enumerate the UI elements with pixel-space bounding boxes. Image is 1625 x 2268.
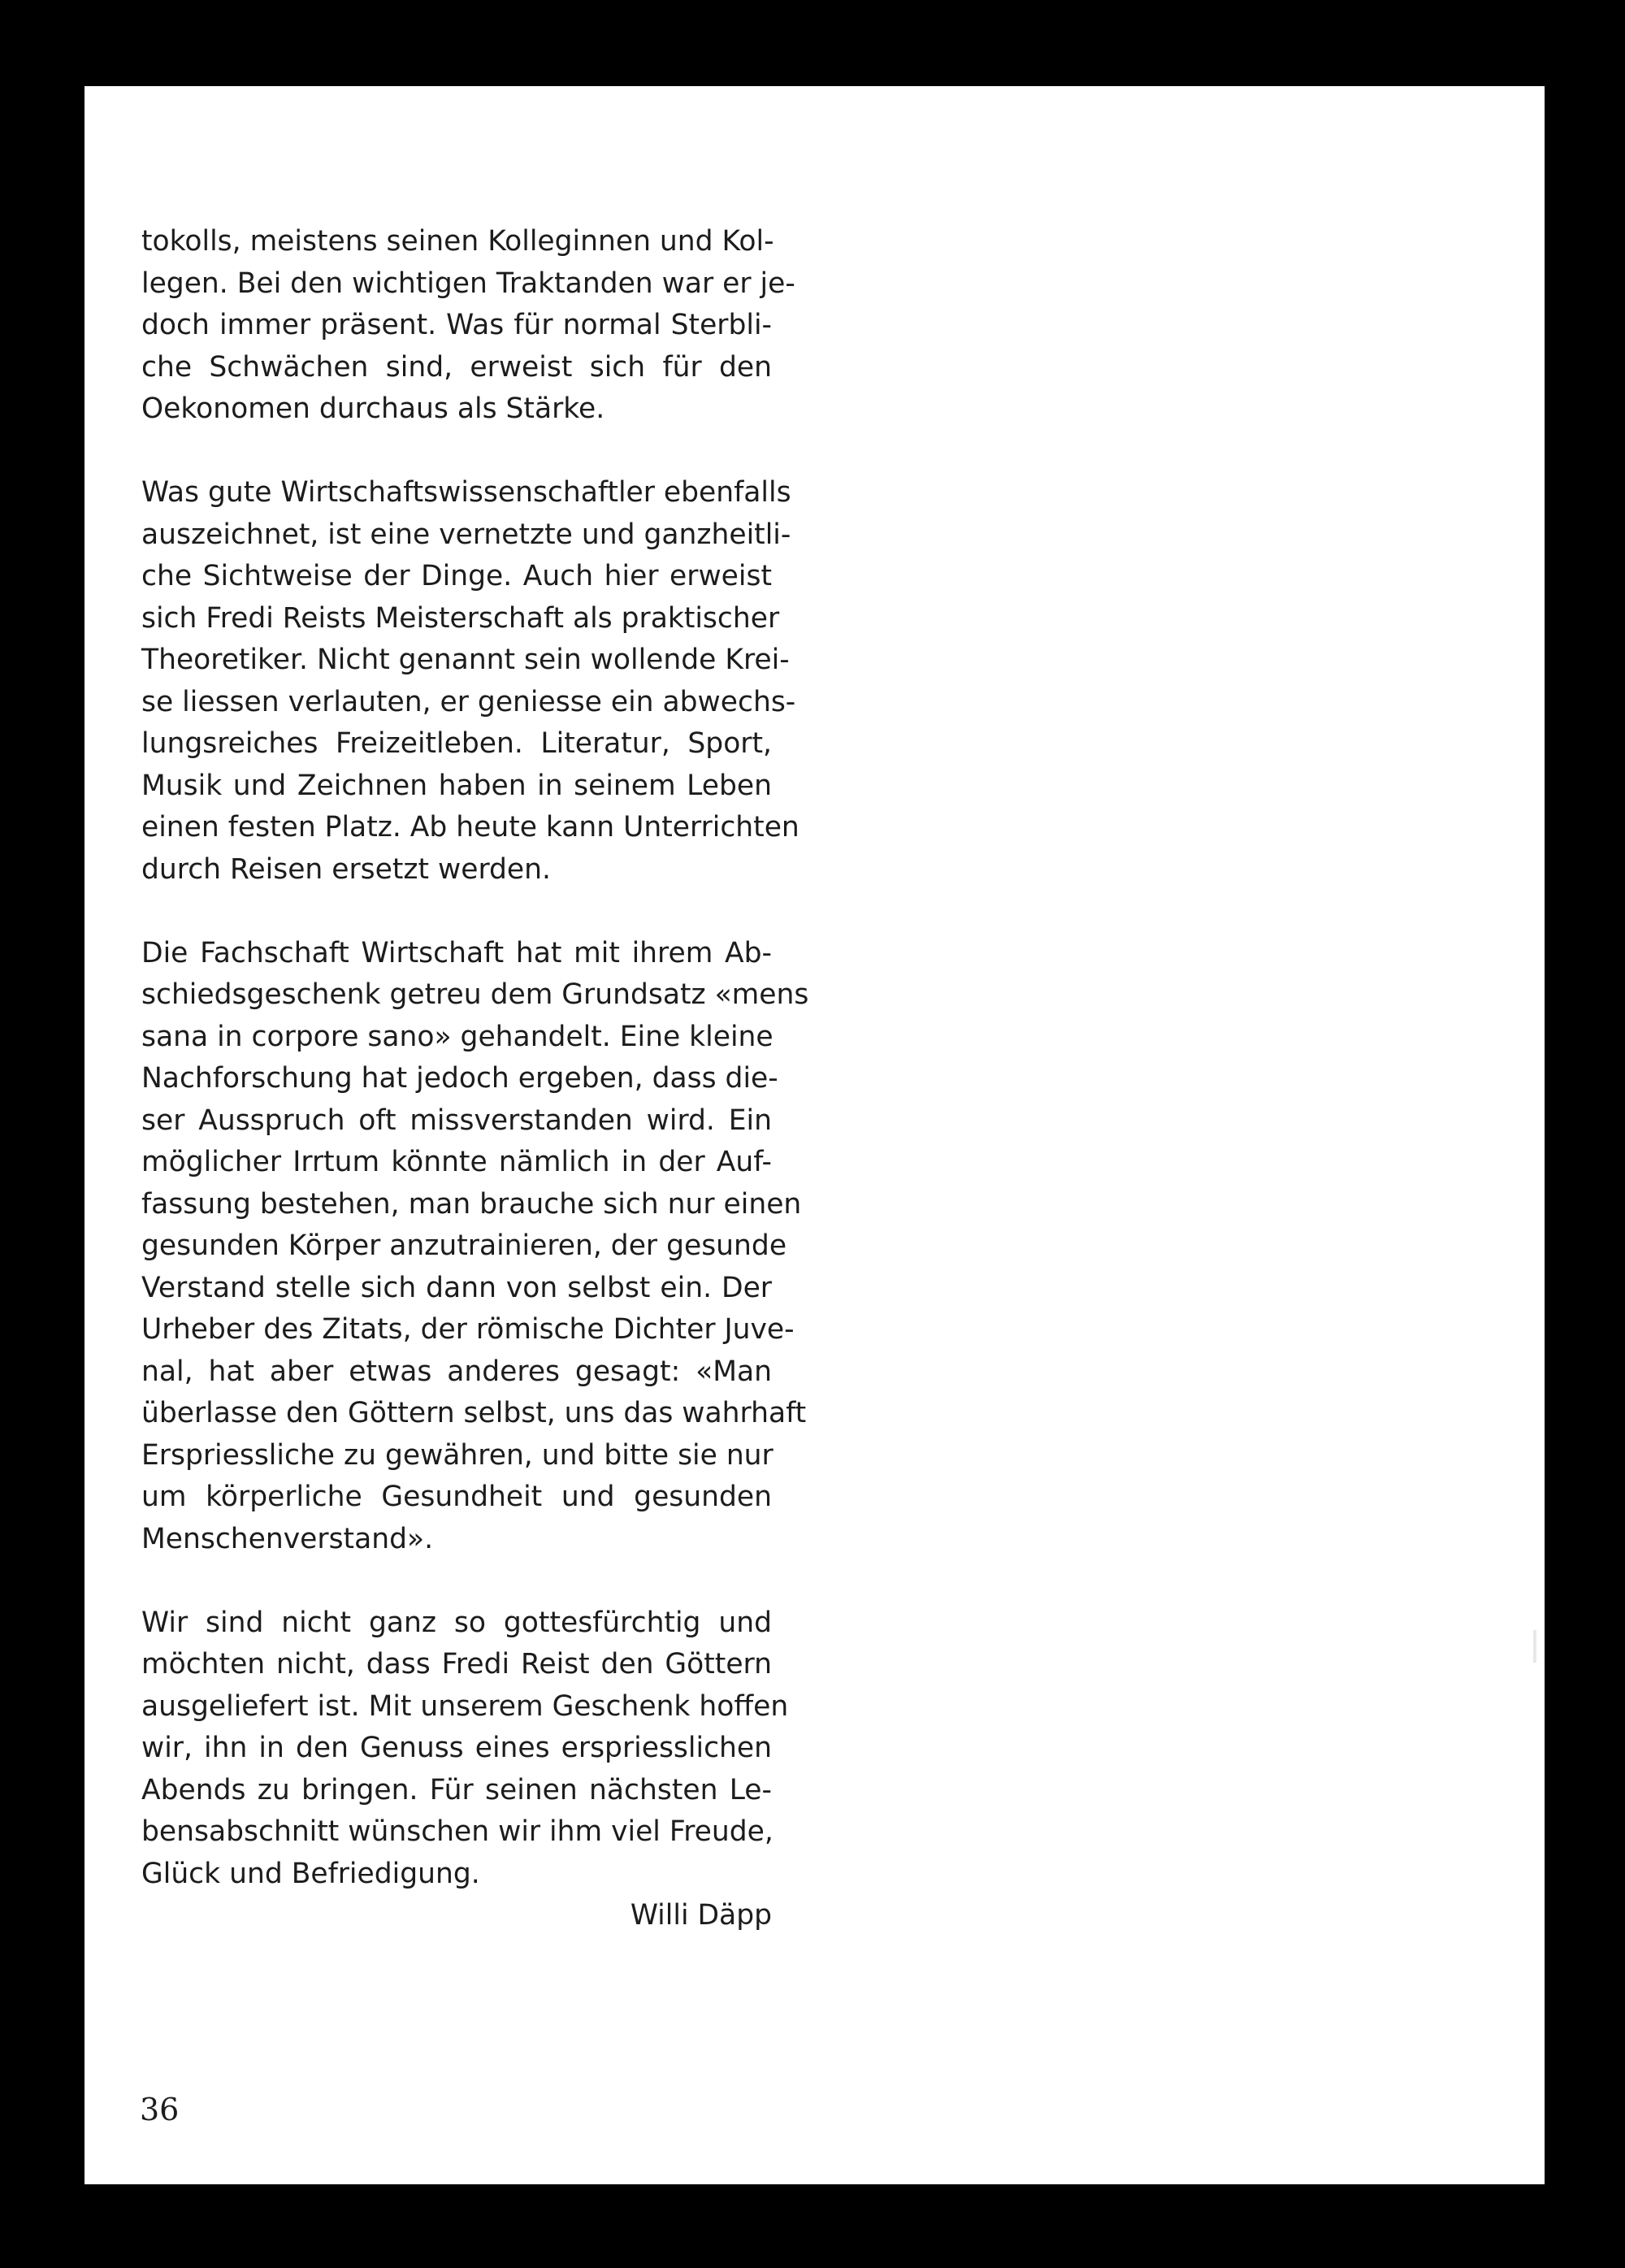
text-line: wir, ihn in den Genuss eines erspriesslichen bbox=[141, 1732, 772, 1764]
text-line: überlasse den Göttern selbst, uns das wahrhaft bbox=[141, 1397, 807, 1429]
text-line: schiedsgeschenk getreu dem Grundsatz «mens bbox=[141, 978, 809, 1011]
text-line: einen festen Platz. Ab heute kann Unterrichten bbox=[141, 811, 800, 843]
text-line: che Sichtweise der Dinge. Auch hier erweist bbox=[141, 560, 772, 592]
paragraph-3 bbox=[141, 933, 809, 1561]
paper-edge-mark bbox=[1533, 1630, 1536, 1663]
text-line: Abends zu bringen. Für seinen nächsten Le- bbox=[141, 1773, 772, 1806]
text-line: Wir sind nicht ganz so gottesfürchtig und bbox=[141, 1606, 772, 1639]
text-line: ser Ausspruch oft missverstanden wird. Ein bbox=[141, 1104, 772, 1137]
author-signature: Willi Däpp bbox=[630, 1899, 772, 1932]
text-line: se liessen verlauten, er geniesse ein abwechs- bbox=[141, 685, 796, 718]
text-line: lungsreiches Freizeitleben. Literatur, Sport, bbox=[141, 727, 772, 760]
text-line: Verstand stelle sich dann von selbst ein. Der bbox=[141, 1271, 772, 1304]
text-line: doch immer präsent. Was für normal Sterbli- bbox=[141, 309, 772, 341]
text-line: Nachforschung hat jedoch ergeben, dass die- bbox=[141, 1062, 778, 1095]
text-column bbox=[141, 221, 809, 1937]
text-line: möglicher Irrtum könnte nämlich in der Auf- bbox=[141, 1146, 772, 1178]
text-line: Theoretiker. Nicht genannt sein wollende Krei- bbox=[141, 644, 790, 676]
text-line: Menschenverstand». bbox=[141, 1522, 434, 1555]
text-line: Urheber des Zitats, der römische Dichter Juve- bbox=[141, 1313, 795, 1346]
text-line: Glück und Befriedigung. bbox=[141, 1857, 480, 1890]
text-line: sich Fredi Reists Meisterschaft als praktischer bbox=[141, 601, 780, 635]
paragraph-1 bbox=[141, 221, 795, 431]
text-line: auszeichnet, ist eine vernetzte und ganzheitli- bbox=[141, 518, 791, 551]
text-line: durch Reisen ersetzt werden. bbox=[141, 852, 551, 886]
text-line: tokolls, meistens seinen Kolleginnen und Kol- bbox=[141, 225, 774, 258]
text-line: sana in corpore sano» gehandelt. Eine kleine bbox=[141, 1020, 774, 1053]
text-line: Erspriessliche zu gewähren, und bitte sie nur bbox=[141, 1438, 774, 1472]
paragraph-2 bbox=[141, 472, 800, 891]
text-line: Was gute Wirtschaftswissenschaftler ebenfalls bbox=[141, 476, 791, 509]
paragraph-4 bbox=[141, 1602, 789, 1896]
text-line: um körperliche Gesundheit und gesunden bbox=[141, 1481, 772, 1513]
text-line: möchten nicht, dass Fredi Reist den Göttern bbox=[141, 1648, 772, 1680]
text-line: nal, hat aber etwas anderes gesagt: «Man bbox=[141, 1355, 772, 1388]
text-line: bensabschnitt wünschen wir ihm viel Freude, bbox=[141, 1815, 774, 1848]
page-number: 36 bbox=[140, 2092, 180, 2127]
text-line: Oekonomen durchaus als Stärke. bbox=[141, 392, 605, 425]
text-line: fassung bestehen, man brauche sich nur einen bbox=[141, 1187, 802, 1221]
text-line: Musik und Zeichnen haben in seinem Leben bbox=[141, 769, 772, 802]
text-line: che Schwächen sind, erweist sich für den bbox=[141, 350, 772, 384]
text-line: Die Fachschaft Wirtschaft hat mit ihrem Ab- bbox=[141, 936, 772, 969]
text-line: legen. Bei den wichtigen Traktanden war er je- bbox=[141, 267, 795, 300]
text-line: gesunden Körper anzutrainieren, der gesunde bbox=[141, 1229, 787, 1262]
document-page bbox=[84, 86, 1545, 2184]
text-line: ausgeliefert ist. Mit unserem Geschenk hoffen bbox=[141, 1689, 789, 1723]
